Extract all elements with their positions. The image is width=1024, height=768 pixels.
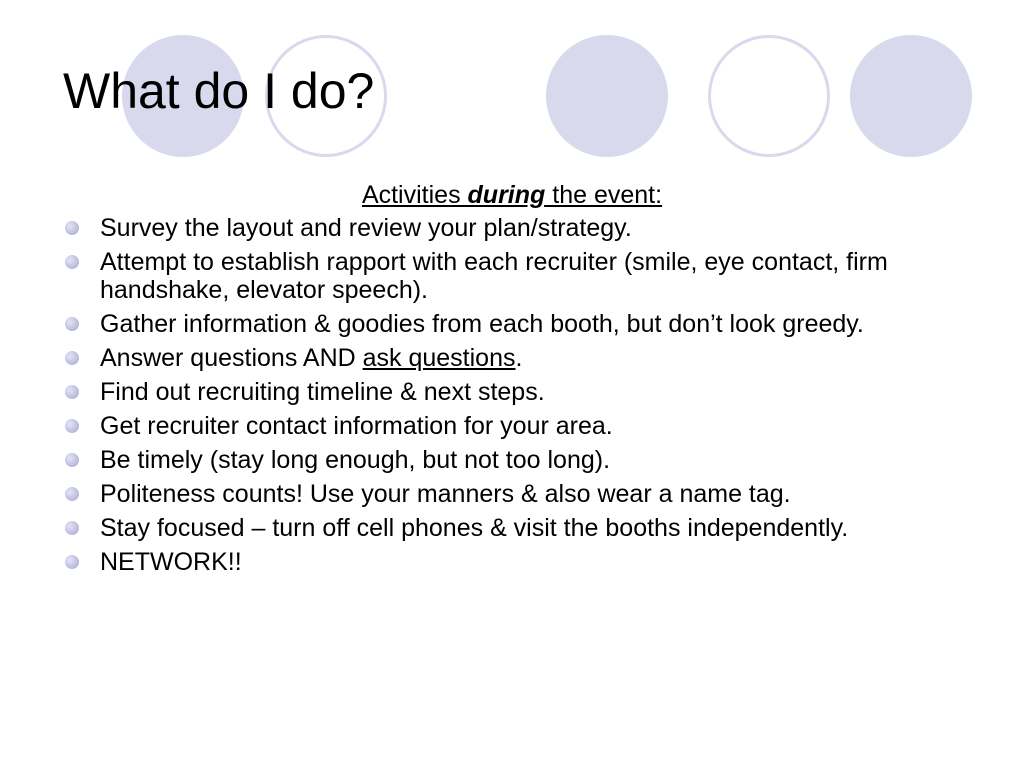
bullet-text: Survey the layout and review your plan/strategy.: [100, 214, 632, 242]
bullet-text: Gather information & goodies from each booth, but don’t look greedy.: [100, 310, 864, 338]
decorative-circle: [708, 35, 830, 157]
decorative-circle: [546, 35, 668, 157]
bullet-icon: [65, 555, 79, 569]
bullet-icon: [65, 487, 79, 501]
bullet-icon: [65, 221, 79, 235]
bullet-item: [63, 248, 963, 304]
bullet-icon: [65, 385, 79, 399]
bullet-item: [63, 480, 963, 508]
bullet-item: [63, 446, 963, 474]
slide-title: What do I do?: [63, 63, 375, 119]
bullet-icon: [65, 255, 79, 269]
bullet-item: [63, 214, 963, 242]
slide-subtitle: [0, 180, 1024, 210]
bullet-item: [63, 412, 963, 440]
bullet-icon: [65, 317, 79, 331]
subtitle-prefix: Activities: [361, 181, 468, 209]
bullet-item: [63, 310, 963, 338]
bullet-item: [63, 548, 963, 576]
bullet-item: [63, 514, 963, 542]
decorative-circle: [850, 35, 972, 157]
bullet-text: Stay focused – turn off cell phones & visit the booths independently.: [100, 514, 849, 542]
subtitle-emphasis: during: [467, 181, 546, 209]
bullet-text: Politeness counts! Use your manners & also wear a name tag.: [100, 480, 791, 508]
ask-questions-link: ask questions: [362, 344, 516, 372]
bullet-text: Get recruiter contact information for your area.: [100, 412, 613, 440]
bullet-icon: [65, 453, 79, 467]
bullet-text-after: .: [515, 344, 523, 372]
bullet-text: Attempt to establish rapport with each recruiter (smile, eye contact, firm handshake, elevator speech).: [100, 248, 888, 304]
bullet-list: [63, 214, 963, 582]
bullet-item: [63, 344, 963, 372]
bullet-icon: [65, 419, 79, 433]
bullet-text-before: Answer questions AND: [100, 344, 363, 372]
bullet-icon: [65, 521, 79, 535]
bullet-item: [63, 378, 963, 406]
bullet-text: Be timely (stay long enough, but not too long).: [100, 446, 611, 474]
subtitle-suffix: the event:: [545, 181, 663, 209]
bullet-icon: [65, 351, 79, 365]
bullet-text: Find out recruiting timeline & next steps.: [100, 378, 545, 406]
bullet-text: NETWORK!!: [100, 548, 242, 576]
